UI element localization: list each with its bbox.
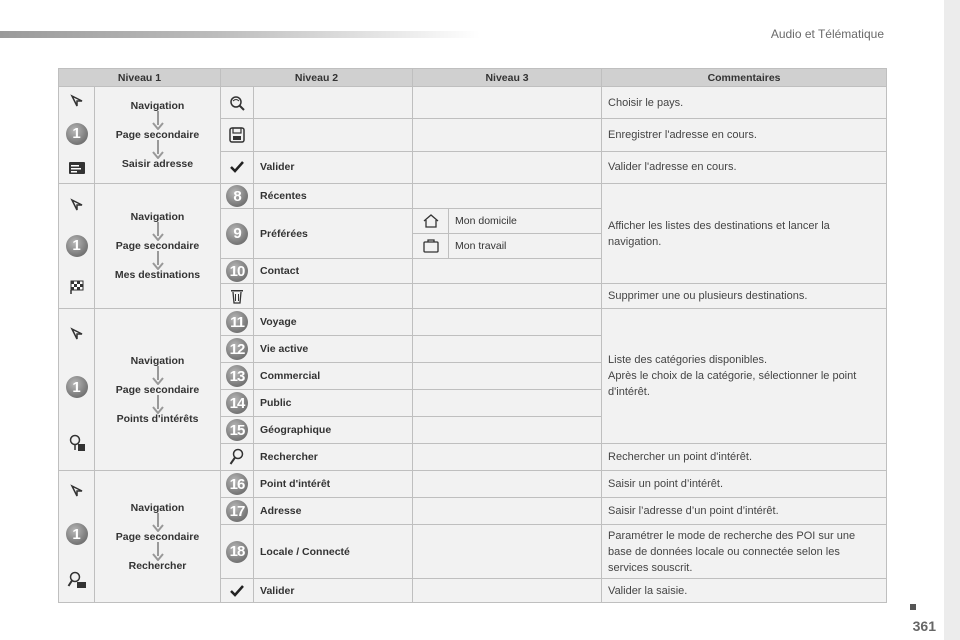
level1-icons xyxy=(59,471,95,603)
level2-icon-cell xyxy=(221,417,254,444)
step-badge-13: 13 xyxy=(226,365,248,387)
checkmark-icon[interactable] xyxy=(230,585,244,597)
country-search-icon[interactable] xyxy=(228,94,246,112)
level2-icon-cell xyxy=(221,151,254,183)
level3-cell xyxy=(413,284,602,309)
level2-icon-cell xyxy=(221,363,254,390)
level1-path xyxy=(95,309,221,471)
level2-icon-cell xyxy=(221,119,254,151)
step-badge-9: 9 xyxy=(226,223,248,245)
level1-icons xyxy=(59,184,95,309)
level2-icon-cell xyxy=(221,309,254,336)
level2-label-geographique[interactable]: Géographique xyxy=(254,417,413,444)
step-badge-17: 17 xyxy=(226,500,248,522)
header-gradient-bar xyxy=(0,31,480,38)
poi-search-icon xyxy=(67,571,87,589)
arrow-down-icon xyxy=(152,542,164,561)
comment-cell: Valider la saisie. xyxy=(602,579,887,603)
step-badge-8: 8 xyxy=(226,185,248,207)
level2-label-public[interactable]: Public xyxy=(254,390,413,417)
level2-icon-cell xyxy=(221,579,254,603)
table-row xyxy=(59,184,887,209)
level2-label-vie-active[interactable]: Vie active xyxy=(254,336,413,363)
comment-cell: Paramétrer le mode de recherche des POI sur une base de données locale ou connectée selon les services souscrit. xyxy=(602,525,887,579)
level3-label-mon-travail[interactable]: Mon travail xyxy=(449,234,602,259)
step-badge-16: 16 xyxy=(226,473,248,495)
navigation-arrow-icon xyxy=(70,484,84,498)
level2-label-commercial[interactable]: Commercial xyxy=(254,363,413,390)
level2-icon-cell xyxy=(221,284,254,309)
table-row xyxy=(59,309,887,336)
poi-icon xyxy=(68,434,86,452)
table-row xyxy=(59,87,887,119)
path-step-rechercher: Rechercher xyxy=(128,559,187,572)
path-step-navigation: Navigation xyxy=(130,354,185,367)
home-icon[interactable] xyxy=(423,214,439,228)
level2-label-voyage[interactable]: Voyage xyxy=(254,309,413,336)
table-row xyxy=(59,471,887,498)
path-step-page-secondaire: Page secondaire xyxy=(115,530,200,543)
level2-cell xyxy=(254,119,413,151)
level3-cell xyxy=(413,417,602,444)
level2-label-adresse[interactable]: Adresse xyxy=(254,498,413,525)
level3-label-mon-domicile[interactable]: Mon domicile xyxy=(449,209,602,234)
level2-icon-cell xyxy=(221,336,254,363)
path-step-navigation: Navigation xyxy=(130,211,185,223)
comment-line: Liste des catégories disponibles. xyxy=(608,354,768,366)
comment-cell: Choisir le pays. xyxy=(602,87,887,119)
comment-cell: Rechercher un point d'intérêt. xyxy=(602,444,887,471)
comment-cell: Valider l'adresse en cours. xyxy=(602,151,887,183)
trash-icon[interactable] xyxy=(230,288,244,304)
arrow-down-icon xyxy=(152,140,164,159)
arrow-down-icon xyxy=(152,395,164,414)
level2-icon-cell xyxy=(221,444,254,471)
step-badge-1: 1 xyxy=(66,235,88,257)
level3-cell xyxy=(413,363,602,390)
step-badge-1: 1 xyxy=(66,376,88,398)
col-header-niveau2: Niveau 2 xyxy=(221,69,413,87)
col-header-commentaires: Commentaires xyxy=(602,69,887,87)
address-card-icon xyxy=(68,160,86,176)
level2-label-valider: Valider xyxy=(254,151,413,183)
level3-cell xyxy=(413,151,602,183)
level3-cell xyxy=(413,259,602,284)
col-header-niveau3: Niveau 3 xyxy=(413,69,602,87)
page-section-title: Audio et Télématique xyxy=(770,27,884,41)
comment-cell: Saisir un point d’intérêt. xyxy=(602,471,887,498)
level2-icon-cell xyxy=(221,471,254,498)
path-step-saisir-adresse: Saisir adresse xyxy=(121,158,194,170)
level2-icon-cell xyxy=(221,209,254,259)
comment-cell-merged: Afficher les listes des destinations et lancer la navigation. xyxy=(602,184,887,284)
level2-icon-cell xyxy=(221,498,254,525)
level1-icons xyxy=(59,87,95,184)
level3-cell xyxy=(413,336,602,363)
arrow-down-icon xyxy=(152,366,164,385)
step-badge-10: 10 xyxy=(226,260,248,282)
comment-cell: Saisir l’adresse d’un point d’intérêt. xyxy=(602,498,887,525)
comment-cell: Supprimer une ou plusieurs destinations. xyxy=(602,284,887,309)
col-header-niveau1: Niveau 1 xyxy=(59,69,221,87)
arrow-down-icon xyxy=(152,513,164,532)
level3-cell xyxy=(413,390,602,417)
level1-icons xyxy=(59,309,95,471)
path-step-page-secondaire: Page secondaire xyxy=(115,383,200,396)
path-step-points-interets: Points d'intérêts xyxy=(116,412,199,425)
table-header-row xyxy=(59,69,887,87)
path-step-navigation: Navigation xyxy=(130,100,185,112)
level3-cell xyxy=(413,471,602,498)
level3-icon-cell xyxy=(413,209,449,234)
comment-cell: Enregistrer l'adresse en cours. xyxy=(602,119,887,151)
navigation-arrow-icon xyxy=(70,198,84,212)
step-badge-1: 1 xyxy=(66,523,88,545)
arrow-down-icon xyxy=(152,251,164,270)
level2-label-contact[interactable]: Contact xyxy=(254,259,413,284)
level2-cell xyxy=(254,87,413,119)
level3-cell xyxy=(413,525,602,579)
step-badge-18: 18 xyxy=(226,541,248,563)
level2-label-recentes[interactable]: Récentes xyxy=(254,184,413,209)
step-badge-1: 1 xyxy=(66,123,88,145)
navigation-arrow-icon xyxy=(70,94,84,108)
step-badge-12: 12 xyxy=(226,338,248,360)
level2-icon-cell xyxy=(221,525,254,579)
level2-label-preferees[interactable]: Préférées xyxy=(254,209,413,259)
level2-label-point-interet[interactable]: Point d'intérêt xyxy=(254,471,413,498)
step-badge-14: 14 xyxy=(226,392,248,414)
level2-icon-cell xyxy=(221,87,254,119)
level3-cell xyxy=(413,184,602,209)
path-step-mes-destinations: Mes destinations xyxy=(114,269,201,281)
arrow-down-icon xyxy=(152,111,164,130)
search-icon[interactable] xyxy=(229,448,245,466)
level3-cell xyxy=(413,498,602,525)
level2-label-valider[interactable]: Valider xyxy=(254,579,413,603)
path-step-page-secondaire: Page secondaire xyxy=(115,240,200,252)
arrow-down-icon xyxy=(152,222,164,241)
page-marker xyxy=(910,604,916,610)
path-step-navigation: Navigation xyxy=(130,501,185,514)
navigation-arrow-icon xyxy=(70,327,84,341)
level1-path xyxy=(95,184,221,309)
menu-table xyxy=(58,68,887,603)
comment-line: Après le choix de la catégorie, sélectionner le point d'intérêt. xyxy=(608,370,857,398)
page-edge-strip xyxy=(944,0,960,640)
level3-cell xyxy=(413,309,602,336)
checkmark-icon[interactable] xyxy=(230,161,244,173)
checkered-flag-icon xyxy=(70,280,84,294)
level2-icon-cell xyxy=(221,390,254,417)
level3-icon-cell xyxy=(413,234,449,259)
level1-path xyxy=(95,471,221,603)
level3-cell xyxy=(413,87,602,119)
page-number: 361 xyxy=(912,618,936,634)
step-badge-11: 11 xyxy=(226,311,248,333)
level2-icon-cell xyxy=(221,184,254,209)
step-badge-15: 15 xyxy=(226,419,248,441)
briefcase-icon[interactable] xyxy=(423,239,439,253)
level2-label-locale-connecte[interactable]: Locale / Connecté xyxy=(254,525,413,579)
path-step-page-secondaire: Page secondaire xyxy=(115,129,200,141)
level3-cell xyxy=(413,119,602,151)
comment-cell-merged xyxy=(602,309,887,444)
level3-cell xyxy=(413,579,602,603)
level2-label-rechercher[interactable]: Rechercher xyxy=(254,444,413,471)
level1-path xyxy=(95,87,221,184)
level2-icon-cell xyxy=(221,259,254,284)
level2-cell xyxy=(254,284,413,309)
level3-cell xyxy=(413,444,602,471)
save-icon[interactable] xyxy=(229,127,245,143)
